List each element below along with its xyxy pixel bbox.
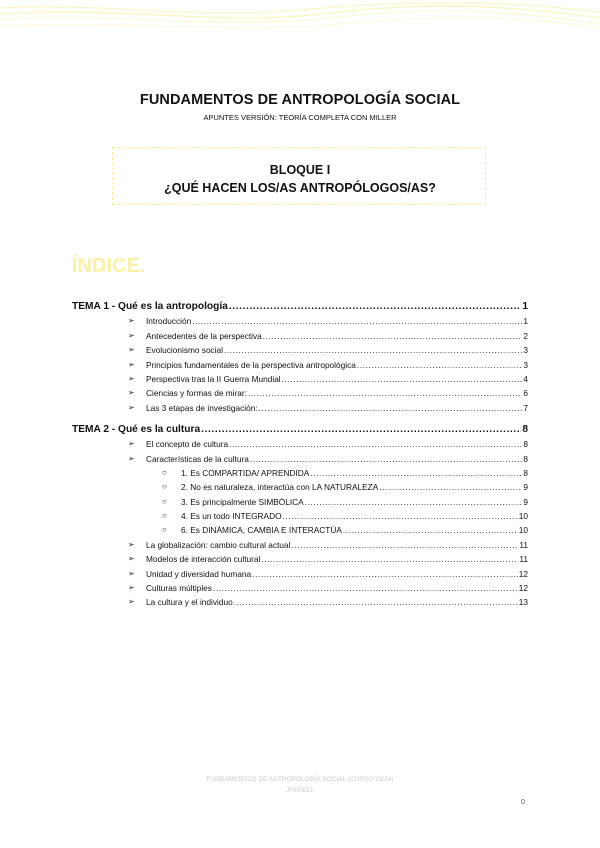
toc-page-number: 10	[518, 525, 528, 536]
toc-entry-text: Perspectiva tras la II Guerra Mundial	[146, 373, 281, 384]
dot-leader	[252, 569, 518, 579]
toc-entry-text: TEMA 2 - Qué es la cultura	[72, 423, 201, 435]
dot-leader	[248, 388, 522, 398]
toc-entry-text: 6. Es DINÁMICA, CAMBIA E INTERACTÚA	[181, 525, 342, 536]
dot-leader	[379, 482, 522, 492]
dot-leader	[282, 374, 523, 384]
decorative-wave-header	[0, 0, 600, 40]
toc-page-number: 13	[518, 597, 528, 608]
toc-entry[interactable]	[72, 312, 528, 326]
dot-leader	[213, 583, 518, 593]
dot-leader	[263, 331, 523, 341]
arrow-bullet-icon: ➢	[128, 316, 135, 326]
toc-page-number: 1	[523, 316, 528, 327]
toc-page-number: 6	[523, 388, 528, 399]
bloque-question: ¿QUÉ HACEN LOS/AS ANTROPÓLOGOS/AS?	[164, 181, 436, 195]
toc-entry-text: Antecedentes de la perspectiva	[146, 330, 262, 341]
toc-chapter-entry[interactable]	[72, 296, 528, 312]
toc-entry[interactable]	[72, 521, 528, 535]
dot-leader	[291, 540, 518, 550]
toc-entry[interactable]	[72, 355, 528, 369]
arrow-bullet-icon: ➢	[128, 583, 135, 593]
toc-entry-text: Unidad y diversidad humana	[146, 568, 252, 579]
toc-entry-text: Introducción	[146, 316, 192, 327]
toc-page-number: 11	[519, 554, 528, 565]
document-subtitle: APUNTES VERSIÓN: TEORÍA COMPLETA CON MILLER	[203, 113, 397, 122]
toc-entry[interactable]	[72, 398, 528, 412]
toc-entry[interactable]	[72, 550, 528, 564]
dot-leader	[259, 403, 523, 413]
bloque-label: BLOQUE I	[269, 163, 331, 177]
toc-entry[interactable]	[72, 535, 528, 549]
toc-entry-text: Evolucionismo social	[146, 345, 224, 356]
toc-page-number: 11	[519, 539, 528, 550]
toc-page-number: 9	[523, 482, 528, 493]
toc-entry[interactable]	[72, 370, 528, 384]
dot-leader	[343, 525, 518, 535]
toc-entry-text: TEMA 1 - Qué es la antropología	[72, 301, 228, 312]
dot-leader	[192, 316, 522, 326]
dot-leader	[305, 497, 523, 507]
toc-entry-text: Características de la cultura	[146, 453, 249, 464]
toc-page-number: 8	[523, 439, 528, 450]
toc-page-number: 12	[518, 568, 528, 579]
toc-entry[interactable]	[72, 564, 528, 578]
arrow-bullet-icon: ➢	[128, 402, 135, 412]
arrow-bullet-icon: ➢	[128, 345, 135, 355]
toc-page-number: 2	[523, 330, 528, 341]
dot-leader	[310, 468, 522, 478]
arrow-bullet-icon: ➢	[128, 597, 135, 607]
toc-chapter-entry[interactable]	[72, 419, 528, 435]
circle-bullet-icon: ○	[162, 511, 167, 521]
toc-entry-text: 2. No es naturaleza, interactúa con LA NATURALEZA	[181, 482, 379, 493]
toc-entry-text: Las 3 etapas de investigación:	[146, 402, 258, 413]
toc-entry[interactable]	[72, 449, 528, 463]
toc-page-number: 8	[522, 423, 528, 435]
arrow-bullet-icon: ➢	[128, 330, 135, 340]
toc-entry-text: El concepto de cultura	[146, 439, 229, 450]
index-heading: ÍNDICE.	[72, 255, 146, 277]
toc-entry[interactable]	[72, 435, 528, 449]
toc-entry[interactable]	[72, 478, 528, 492]
toc-page-number: 4	[523, 373, 528, 384]
circle-bullet-icon: ○	[162, 467, 167, 477]
toc-entry[interactable]	[72, 579, 528, 593]
table-of-contents	[72, 296, 528, 607]
dot-leader	[224, 345, 522, 355]
dot-leader	[229, 301, 521, 312]
arrow-bullet-icon: ➢	[128, 359, 135, 369]
toc-entry-text: La globalización: cambio cultural actual	[146, 539, 291, 550]
dot-leader	[234, 597, 518, 607]
toc-page-number: 12	[518, 583, 528, 594]
toc-entry-text: Modelos de interacción cultural	[146, 554, 261, 565]
circle-bullet-icon: ○	[162, 482, 167, 492]
toc-entry[interactable]	[72, 326, 528, 340]
toc-page-number: 7	[523, 402, 528, 413]
arrow-bullet-icon: ➢	[128, 388, 135, 398]
arrow-bullet-icon: ➢	[128, 568, 135, 578]
document-title: FUNDAMENTOS DE ANTROPOLOGÍA SOCIAL	[139, 92, 461, 108]
toc-entry-text: 3. Es principalmente SIMBÓLICA	[181, 496, 304, 507]
page-number: 0	[521, 799, 525, 806]
toc-entry-text: 4. Es un todo INTEGRADO	[181, 511, 282, 522]
toc-entry-text: 1. Es COMPARTIDA/ APRENDIDA	[181, 467, 310, 478]
toc-entry[interactable]	[72, 341, 528, 355]
footer-author: JFERELL	[286, 787, 314, 794]
toc-entry[interactable]	[72, 593, 528, 607]
dot-leader	[229, 439, 522, 449]
toc-page-number: 3	[523, 345, 528, 356]
arrow-bullet-icon: ➢	[128, 373, 135, 383]
arrow-bullet-icon: ➢	[128, 453, 135, 463]
toc-entry[interactable]	[72, 464, 528, 478]
toc-entry[interactable]	[72, 384, 528, 398]
dot-leader	[250, 454, 523, 464]
toc-entry-text: La cultura y el individuo	[146, 597, 233, 608]
arrow-bullet-icon: ➢	[128, 439, 135, 449]
circle-bullet-icon: ○	[162, 525, 167, 535]
toc-page-number: 10	[518, 511, 528, 522]
arrow-bullet-icon: ➢	[128, 554, 135, 564]
toc-entry[interactable]	[72, 507, 528, 521]
toc-entry[interactable]	[72, 492, 528, 506]
dot-leader	[261, 554, 518, 564]
toc-page-number: 3	[523, 359, 528, 370]
toc-entry-text: Culturas múltiples	[146, 583, 212, 594]
toc-page-number: 8	[523, 453, 528, 464]
toc-entry-text: Principios fundamentales de la perspectiva antropológica	[146, 359, 356, 370]
arrow-bullet-icon: ➢	[128, 539, 135, 549]
toc-page-number: 1	[522, 301, 528, 312]
circle-bullet-icon: ○	[162, 496, 167, 506]
dot-leader	[283, 511, 518, 521]
footer-course: FUNDAMENTOS DE ANTROPOLOGÍA SOCIAL (CURSO 23/24)	[206, 776, 394, 783]
toc-page-number: 9	[523, 496, 528, 507]
dot-leader	[201, 424, 521, 435]
toc-entry-text: Ciencias y formas de mirar:	[146, 388, 247, 399]
toc-page-number: 8	[523, 467, 528, 478]
dot-leader	[357, 360, 523, 370]
